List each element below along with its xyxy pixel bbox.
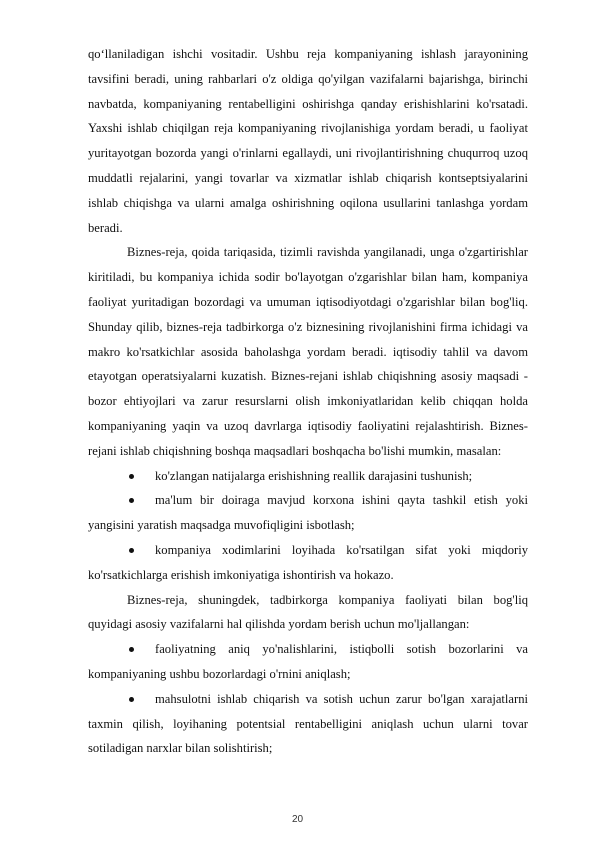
bullet-item [88, 687, 528, 761]
document-page [88, 42, 528, 761]
bullet-icon [129, 697, 134, 702]
bullet-icon [129, 647, 134, 652]
bullet-text: ko'zlangan natijalarga erishishning reallik darajasini tushunish; [155, 468, 473, 483]
bullet-icon [129, 498, 134, 503]
bullet-icon [129, 474, 134, 479]
page-number: 20 [291, 814, 304, 825]
paragraph-2: Biznes-reja, qoida tariqasida, tizimli ravishda yangilanadi, unga o'zgartirishlar kiritiladi, bu kompaniya ichida sodir bo'layotgan o'zgarishlar bilan ham, kompaniya faoliyat yuritadigan bozordagi va umuman iqtisodiyotdagi o'zgarishlar bilan bog'liq. Shunday qilib, biznes-reja tadbirkorga o'z biznesining rivojlanishini firma ichidagi va makro ko'rsatkichlar asosida baholashga yordam beradi. iqtisodiy tahlil va davom etayotgan operatsiyalarni kuzatish. Biznes-rejani ishlab chiqishning asosiy maqsadi - bozor ehtiyojlari va zarur resurslarni olish imkoniyatlaridan kelib chiqqan holda kompaniyaning yaqin va uzoq davrlarga iqtisodiy faoliyatini rejalashtirish. Biznes-rejani ishlab chiqishning boshqa maqsadlari boshqacha bo'lishi mumkin, masalan: [88, 245, 528, 458]
bullet-text: kompaniya xodimlarini loyihada ko'rsatilgan sifat yoki miqdoriy ko'rsatkichlarga erishish imkoniyatiga ishontirish va hokazo. [88, 542, 528, 582]
bullet-text: ma'lum bir doiraga mavjud korxona ishini qayta tashkil etish yoki yangisini yaratish maqsadga muvofiqligini isbotlash; [88, 493, 528, 533]
bullet-text: mahsulotni ishlab chiqarish va sotish uchun zarur bo'lgan xarajatlarni taxmin qilish, loyihaning potentsial rentabelligini aniqlash uchun ularni tovar sotiladigan narxlar bilan solishtirish; [88, 691, 528, 756]
bullet-item [88, 538, 528, 588]
paragraph-3: Biznes-reja, shuningdek, tadbirkorga kompaniya faoliyati bilan bog'liq quyidagi asosiy vazifalarni hal qilishda yordam berish uchun mo'ljallangan: [88, 592, 528, 632]
paragraph-1: qo‘llaniladigan ishchi vositadir. Ushbu reja kompaniyaning ishlash jarayonining tavsifini beradi, uning rahbarlari o'z oldiga qo'yilgan vazifalarni bajarishga, birinchi navbatda, kompaniyaning rentabelligini oshirishga qanday erishishlarini ko'rsatadi. Yaxshi ishlab chiqilgan reja kompaniyaning rivojlanishiga yordam beradi, u faoliyat yuritayotgan bozorda yangi o'rinlarni egallaydi, uni rivojlantirishning chuqurroq uzoq muddatli rejalarini, yangi tovarlar va xizmatlar ishlab chiqarish kontseptsiyalarini ishlab chiqishga va ularni amalga oshirishning oqilona usullarini tanlashga yordam beradi. [88, 47, 528, 235]
bullet-icon [129, 548, 134, 553]
bullet-item [88, 464, 528, 489]
bullet-item [88, 488, 528, 538]
bullet-text: faoliyatning aniq yo'nalishlarini, istiqbolli sotish bozorlarini va kompaniyaning ushbu bozorlardagi o'rnini aniqlash; [88, 642, 528, 681]
bullet-item [88, 637, 528, 687]
